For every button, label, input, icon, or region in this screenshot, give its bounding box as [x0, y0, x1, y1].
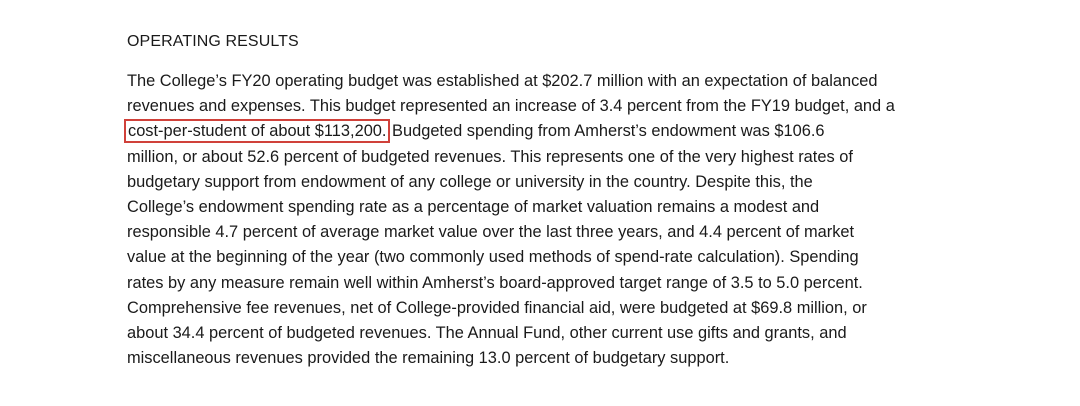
document-page — [127, 30, 967, 371]
paragraph-line: responsible 4.7 percent of average market value over the last three years, and 4.4 percent of market — [127, 223, 855, 242]
paragraph-line: million, or about 52.6 percent of budgeted revenues. This represents one of the very highest rates of — [127, 147, 853, 166]
paragraph-line: revenues and expenses. This budget represented an increase of 3.4 percent from the FY19 budget, and a — [127, 97, 895, 116]
paragraph-line: Comprehensive fee revenues, net of College-provided financial aid, were budgeted at $69.8 million, or — [127, 298, 867, 317]
paragraph-line: College’s endowment spending rate as a percentage of market valuation remains a modest and — [127, 198, 820, 217]
paragraph-line: miscellaneous revenues provided the remaining 13.0 percent of budgetary support. — [127, 349, 730, 368]
operating-results-paragraph — [127, 69, 967, 371]
section-heading: OPERATING RESULTS — [127, 33, 299, 50]
paragraph-line: value at the beginning of the year (two commonly used methods of spend-rate calculation). Spending — [127, 248, 859, 267]
paragraph-line: budgetary support from endowment of any college or university in the country. Despite this, the — [127, 172, 813, 191]
paragraph-line: The College’s FY20 operating budget was established at $202.7 million with an expectation of balanced — [127, 72, 878, 90]
paragraph-line: about 34.4 percent of budgeted revenues. The Annual Fund, other current use gifts and grants, and — [127, 324, 847, 343]
paragraph-line — [127, 119, 967, 144]
highlighted-phrase: cost-per-student of about $113,200. — [128, 122, 387, 141]
paragraph-line-rest: Budgeted spending from Amherst’s endowment was $106.6 — [387, 122, 825, 141]
paragraph-line: rates by any measure remain well within Amherst’s board-approved target range of 3.5 to 5.0 percent. — [127, 273, 863, 292]
